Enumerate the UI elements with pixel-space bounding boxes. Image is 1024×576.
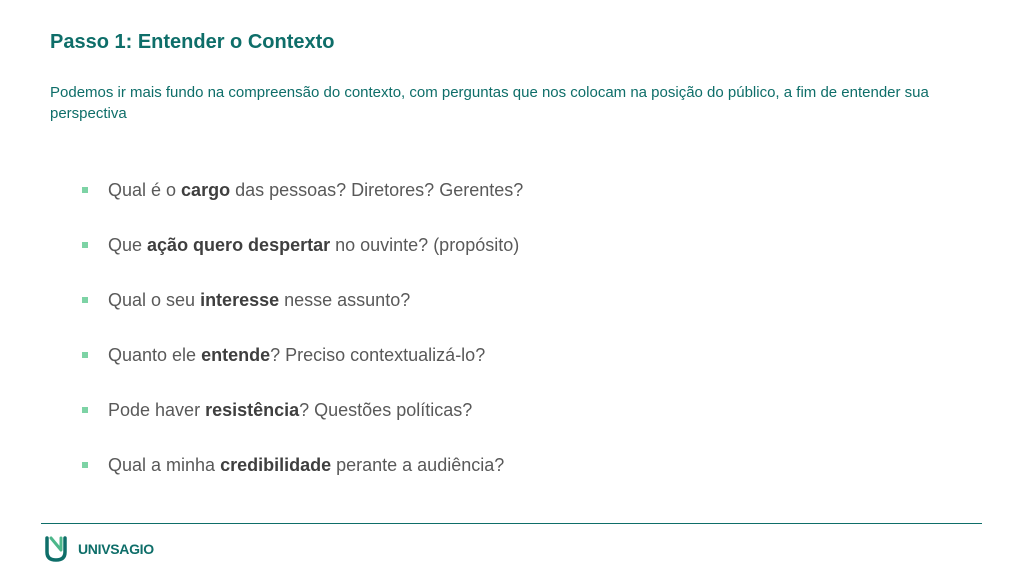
bullet-emphasis: cargo [181, 180, 231, 200]
bullet-text: Qual a minha credibilidade perante a audiência? [108, 455, 505, 475]
bullet-emphasis: interesse [200, 290, 280, 310]
bullet-item [82, 398, 523, 453]
bullet-emphasis: entende [201, 345, 271, 365]
footer-divider [41, 523, 982, 524]
bullet-text: Quanto ele entende? Preciso contextualizá-lo? [108, 345, 486, 365]
bullet-item [82, 288, 523, 343]
bullet-text: Qual é o cargo das pessoas? Diretores? Gerentes? [108, 180, 524, 200]
square-bullet-icon [82, 352, 88, 358]
univsagio-logo-icon [42, 535, 70, 563]
bullet-emphasis: resistência [205, 400, 300, 420]
bullet-text: Qual o seu interesse nesse assunto? [108, 290, 411, 310]
slide-title: Passo 1: Entender o Contexto [50, 31, 335, 53]
square-bullet-icon [82, 297, 88, 303]
bullet-item [82, 233, 523, 288]
bullet-list [82, 178, 523, 508]
square-bullet-icon [82, 407, 88, 413]
footer-logo [42, 535, 154, 563]
bullet-emphasis: credibilidade [220, 455, 332, 475]
square-bullet-icon [82, 462, 88, 468]
bullet-text: Que ação quero despertar no ouvinte? (propósito) [108, 235, 520, 255]
bullet-text: Pode haver resistência? Questões políticas? [108, 400, 473, 420]
square-bullet-icon [82, 242, 88, 248]
bullet-emphasis: ação quero despertar [147, 235, 331, 255]
square-bullet-icon [82, 187, 88, 193]
slide-subtitle: Podemos ir mais fundo na compreensão do contexto, com perguntas que nos colocam na posição do público, a fim de entender sua perspectiva [50, 84, 929, 122]
logo-wordmark: UNIVSAGIO [78, 541, 154, 557]
bullet-item [82, 453, 523, 508]
bullet-item [82, 178, 523, 233]
bullet-item [82, 343, 523, 398]
